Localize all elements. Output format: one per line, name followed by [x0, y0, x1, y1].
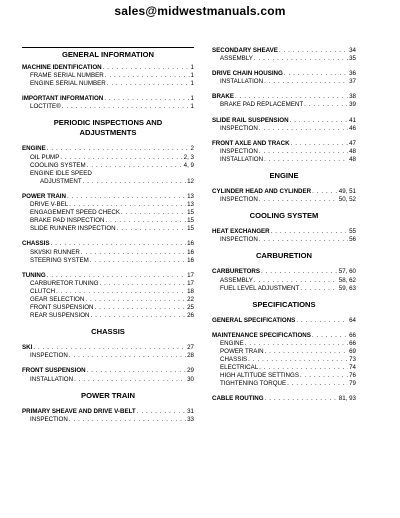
section-periodic-inspections-line2: ADJUSTMENTS [79, 128, 137, 138]
header-email: sales@midwestmanuals.com [114, 4, 286, 18]
toc-subentry[interactable]: BRAKE PAD REPLACEMENT . . . 39 [212, 101, 356, 109]
toc-right-column [212, 47, 356, 404]
toc-subentry[interactable]: SKI/SKI RUNNER . . . 16 [22, 249, 194, 257]
toc-entry[interactable]: DRIVE CHAIN HOUSING . . . 36 [212, 70, 356, 78]
toc-subentry[interactable]: INSPECTION . . . 46 [212, 125, 356, 133]
toc-entry[interactable]: CARBURETORS . . . 57, 60 [212, 268, 356, 276]
section-periodic-inspections: PERIODIC INSPECTIONS AND [53, 118, 163, 128]
toc-entry[interactable]: SLIDE RAIL SUSPENSION . . . 41 [212, 117, 356, 125]
toc-subentry[interactable]: COOLING SYSTEM . . . 4, 9 [22, 162, 194, 170]
toc-entry[interactable]: IMPORTANT INFORMATION . . . 1 [22, 95, 194, 103]
toc-subentry[interactable]: FRAME SERIAL NUMBER . . . 1 [22, 72, 194, 80]
toc-subentry[interactable]: REAR SUSPENSION . . . 26 [22, 312, 194, 320]
toc-entry[interactable]: MAINTENANCE SPECIFICATIONS . . . 66 [212, 332, 356, 340]
toc-subentry[interactable]: CLUTCH . . . 18 [22, 288, 194, 296]
toc-subentry[interactable]: DRIVE V-BEL . . . 13 [22, 201, 194, 209]
section-specifications: SPECIFICATIONS [252, 299, 316, 309]
toc-entry[interactable]: ENGINE . . . 2 [22, 145, 194, 153]
toc-subentry[interactable]: INSPECTION . . . 48 [212, 148, 356, 156]
toc-entry[interactable]: TUNING . . . 17 [22, 272, 194, 280]
toc-entry[interactable]: GENERAL SPECIFICATIONS . . . 64 [212, 317, 356, 325]
toc-subentry[interactable]: INSPECTION . . . 50, 52 [212, 196, 356, 204]
toc-entry[interactable]: MACHINE IDENTIFICATION . . . 1 [22, 64, 194, 72]
toc-subentry[interactable]: OIL PUMP . . . 2, 3 [22, 154, 194, 162]
toc-subentry[interactable]: ADJUSTMENT . . . 12 [22, 178, 194, 186]
section-carburetion: CARBURETION [255, 251, 313, 261]
toc-subentry[interactable]: STEERING SYSTEM . . . 16 [22, 257, 194, 265]
column-rule [22, 47, 194, 48]
section-cooling-system: COOLING SYSTEM [249, 211, 319, 221]
section-chassis: CHASSIS [91, 327, 125, 337]
toc-entry[interactable]: CHASSIS . . . 16 [22, 240, 194, 248]
toc-subentry[interactable]: ELECTRICAL . . . 74 [212, 364, 356, 372]
toc-subentry[interactable]: INSPECTION . . . 56 [212, 236, 356, 244]
toc-subentry[interactable]: CARBURETOR TUNING . . . 17 [22, 280, 194, 288]
toc-subentry[interactable]: ENGINE . . . 66 [212, 340, 356, 348]
toc-subentry[interactable]: POWER TRAIN . . . 69 [212, 348, 356, 356]
toc-subentry[interactable]: ENGINE SERIAL NUMBER . . . 1 [22, 80, 194, 88]
toc-subentry[interactable]: TIGHTENING TORQUE . . . 79 [212, 380, 356, 388]
toc-entry[interactable]: CABLE ROUTING . . . 81, 93 [212, 395, 356, 403]
toc-subentry[interactable]: INSPECTION . . . 33 [22, 416, 194, 424]
toc-entry[interactable]: HEAT EXCHANGER . . . 55 [212, 228, 356, 236]
toc-subentry-wrap: ENGINE IDLE SPEED [30, 169, 92, 177]
toc-left-column [22, 47, 194, 424]
toc-subentry[interactable]: INSTALLATION . . . 30 [22, 376, 194, 384]
toc-subentry[interactable]: HIGH ALTITUDE SETTINGS . . . 76 [212, 372, 356, 380]
section-general-information: GENERAL INFORMATION [61, 50, 155, 59]
toc-entry[interactable]: BRAKE . . . 38 [212, 93, 356, 101]
toc-subentry[interactable]: ASSEMBLY . . . 58, 62 [212, 277, 356, 285]
toc-entry[interactable]: FRONT SUSPENSION . . . 29 [22, 367, 194, 375]
toc-subentry[interactable]: GEAR SELECTION . . . 22 [22, 296, 194, 304]
toc-subentry[interactable]: INSPECTION . . . 28 [22, 352, 194, 360]
toc-subentry[interactable]: ASSEMBLY . . . 35 [212, 55, 356, 63]
toc-subentry[interactable]: CHASSIS . . . 73 [212, 356, 356, 364]
toc-subentry[interactable]: INSTALLATION . . . 48 [212, 156, 356, 164]
toc-subentry[interactable]: FUEL LEVEL ADJUSTMENT . . . 59, 63 [212, 285, 356, 293]
toc-entry[interactable]: SECONDARY SHEAVE . . . 34 [212, 47, 356, 55]
toc-entry[interactable]: CYLINDER HEAD AND CYLINDER . . . 49, 51 [212, 188, 356, 196]
toc-subentry[interactable]: FRONT SUSPENSION . . . 25 [22, 304, 194, 312]
section-power-train: POWER TRAIN [81, 390, 135, 400]
toc-subentry[interactable]: ENGAGEMENT SPEED CHECK . . . 15 [22, 209, 194, 217]
toc-subentry[interactable]: LOCTITE® . . . 1 [22, 103, 194, 111]
toc-subentry[interactable]: SLIDE RUNNER INSPECTION . . . 15 [22, 225, 194, 233]
toc-subentry[interactable]: INSTALLATION . . . 37 [212, 78, 356, 86]
toc-entry[interactable]: SKI . . . 27 [22, 344, 194, 352]
section-engine: ENGINE [269, 171, 299, 181]
toc-entry[interactable]: FRONT AXLE AND TRACK . . . 47 [212, 140, 356, 148]
toc-entry[interactable]: PRIMARY SHEAVE AND DRIVE V-BELT . . . 31 [22, 408, 194, 416]
toc-subentry[interactable]: BRAKE PAD INSPECTION . . . 15 [22, 217, 194, 225]
toc-entry[interactable]: POWER TRAIN . . . 13 [22, 193, 194, 201]
